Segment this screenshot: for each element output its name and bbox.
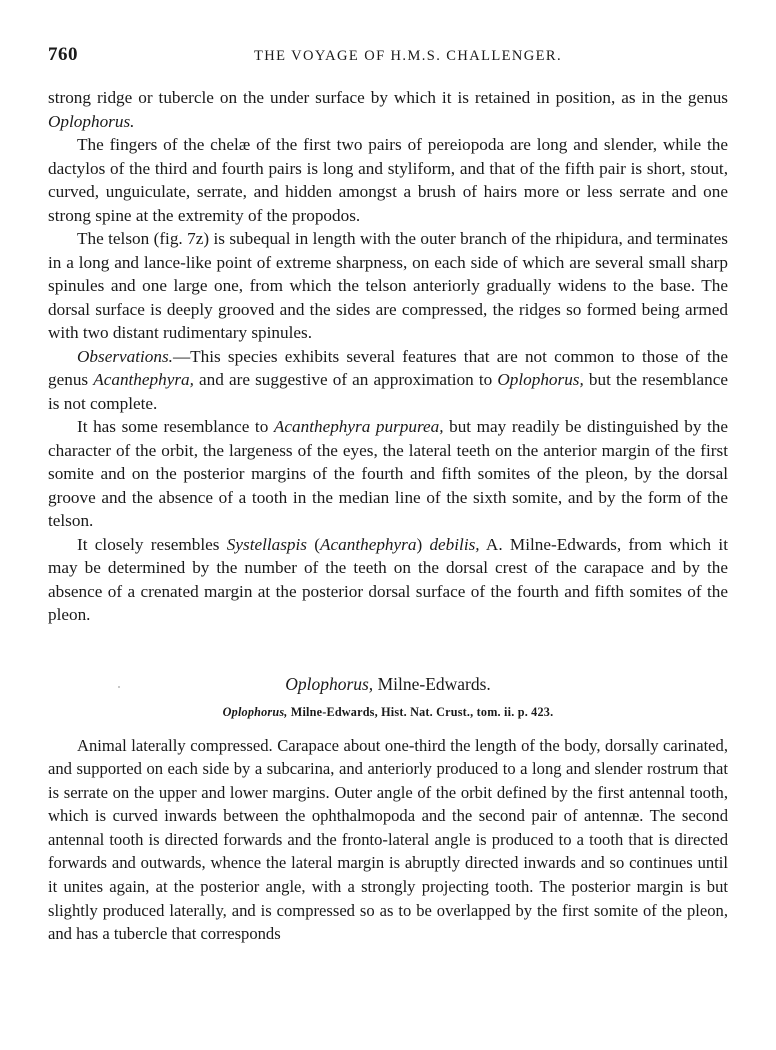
text-run: Animal laterally compressed. Carapace about one-third the length of the body, dorsally carinated, and supported on each side by a subcarina, and anteriorly produced to a long and slender rostrum that is serrate on the upper and lower margins. Outer angle of the orbit defined by the first antennal tooth, which is curved inwards between the ophthalmopoda and the second pair of antennæ. The second antennal tooth is directed forwards and the fronto-lateral angle is produced to a tooth that is directed forwards and outwards, whence the lateral margin is abruptly directed inwards and so continues until it unites again, at the posterior angle, with a strongly projecting tooth. The posterior margin is but slightly produced laterally, and is compressed so as to be overlapped by the first somite of the pleon, and has a tubercle that corresponds xyxy=(48,735,728,944)
citation-text: Milne-Edwards, Hist. Nat. Crust., tom. ii. p. 423. xyxy=(287,704,554,719)
species-name: Acanthephyra purpurea, xyxy=(273,417,444,436)
genus-name: Acanthephyra xyxy=(320,534,417,554)
text-run: ( xyxy=(307,534,321,554)
genus-name: Oplophorus, xyxy=(497,370,584,389)
species-name: debilis, xyxy=(429,534,480,554)
genus-name: Oplophorus, xyxy=(222,704,288,719)
text-run: but may readily be distinguished by the character of the orbit, the largeness of the eyes, the lateral teeth on the anterior margin of the first somite and on the posterior margins of the fourth and fifth somites of the pleon, by the dorsal groove and the absence of a tooth in the median line of the sixth somite, and by the form of the telson. xyxy=(48,417,728,530)
print-speck xyxy=(118,686,120,688)
text-run: The fingers of the chelæ of the first two pairs of pereiopoda are long and slender, while the dactylos of the third and fourth pairs is long and styliform, and that of the fifth pair is short, stout, curved, unguiculate, serrate, and hidden amongst a brush of hairs more or less serrate and one strong spine at the extremity of the propodos. xyxy=(48,135,728,225)
text-run: A. Milne-Edwards, from which it may be determined by the number of the teeth on the dorsal crest of the carapace and by the absence of a crenated margin at the posterior dorsal surface of the fourth and fifth somites of the pleon. xyxy=(48,534,728,624)
genus-name: Oplophorus. xyxy=(48,111,135,131)
text-run: but the resemblance is not complete. xyxy=(48,370,728,413)
observations-label: Observations. xyxy=(77,346,173,366)
paragraph-chelae xyxy=(48,133,728,227)
running-title: THE VOYAGE OF H.M.S. CHALLENGER. xyxy=(254,48,562,64)
genus-name: Oplophorus, xyxy=(285,673,374,694)
page-number: 760 xyxy=(48,44,78,65)
authority: Milne-Edwards. xyxy=(373,673,491,694)
genus-name: Systellaspis xyxy=(226,534,307,554)
bibliographic-reference xyxy=(48,705,728,720)
text-run: ) xyxy=(416,534,430,554)
text-run: The telson (fig. 7z) is subequal in length with the outer branch of the rhipidura, and terminates in a long and lance-like point of extreme sharpness, on each side of which are several small sharp spinules and one large one, from which the telson anteriorly gradually widens to the base. The dorsal surface is deeply grooved and the sides are compressed, the ridges so formed being armed with two distant rudimentary spinules. xyxy=(48,229,728,342)
paragraph-retention-ridge xyxy=(48,86,728,133)
text-run: It has some resemblance to xyxy=(77,417,274,436)
paragraph-resemblance-purpurea xyxy=(48,415,728,533)
genus-name: Acanthephyra, xyxy=(93,370,194,389)
paragraph-resemblance-debilis xyxy=(48,533,728,627)
text-run: and are suggestive of an approximation to xyxy=(193,370,498,389)
paragraph-genus-description xyxy=(48,734,728,946)
text-run: strong ridge or tubercle on the under surface by which it is retained in position, as in the genus xyxy=(48,88,728,107)
paragraph-telson xyxy=(48,227,728,345)
species-description-continued xyxy=(48,86,728,627)
paragraph-observations xyxy=(48,345,728,416)
genus-description xyxy=(48,734,728,946)
section-heading xyxy=(48,673,728,695)
running-head xyxy=(48,44,728,72)
text-run: —This species exhibits several features that are not common to those of the genus xyxy=(48,346,728,389)
text-run: It closely resembles xyxy=(77,534,227,554)
